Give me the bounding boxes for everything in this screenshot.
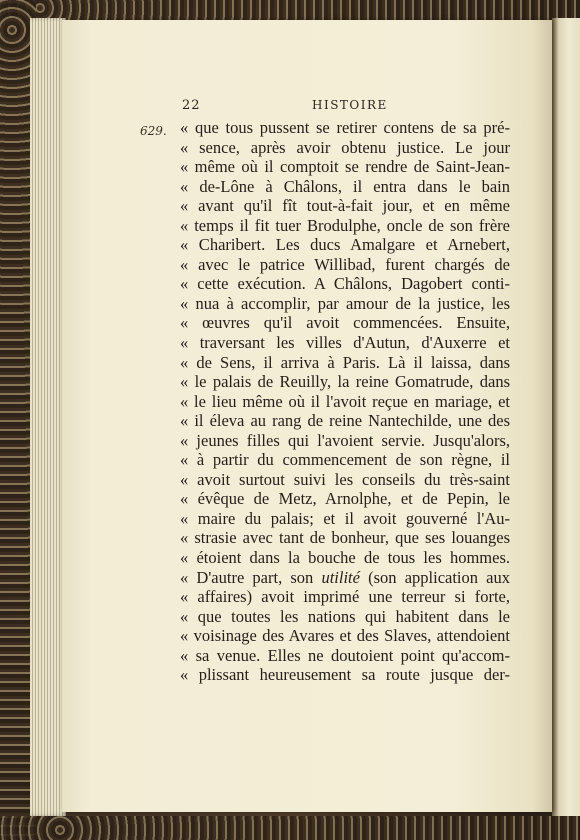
text-line: « plissant heureusement sa route jusque der- [180,665,510,685]
text-line: « voisinage des Avares et des Slaves, attendoient [180,626,510,646]
page-edges [30,18,66,816]
text-line: « sa venue. Elles ne doutoient point qu'accom- [180,645,510,665]
facing-page-edge [552,18,580,816]
text-line: « jeunes filles qui l'avoient servie. Jusqu'alors, [180,430,510,450]
text-line: « le lieu même où il l'avoit reçue en mariage, et [180,391,510,411]
text-line: « il éleva au rang de reine Nantechilde, une des [180,411,510,431]
text-line: « strasie avec tant de bonheur, que ses louanges [180,528,510,548]
margin-date-note: 629. [140,124,167,138]
text-line: « œuvres qu'il avoit commencées. Ensuite, [180,313,510,333]
text-line: « cette exécution. A Châlons, Dagobert conti- [180,274,510,294]
body-text [180,118,510,685]
text-line: « que toutes les nations qui habitent dans le [180,606,510,626]
text-line: « traversant les villes d'Autun, d'Auxerre et [180,333,510,353]
text-line: « que tous pussent se retirer contens de sa pré- [180,118,510,137]
text-line: « D'autre part, son utilité (son application aux [180,567,510,587]
text-line: « maire du palais; et il avoit gouverné l'Au- [180,508,510,528]
text-line: « affaires) avoit imprimé une terreur si forte, [180,587,510,607]
text-line: « sence, après avoir obtenu justice. Le jour [180,137,510,157]
text-line: « étoient dans la bouche de tous les hommes. [180,548,510,568]
marbled-board-bottom [0,816,580,840]
text-line: « Charibert. Les ducs Amalgare et Arnebert, [180,235,510,255]
text-line: « avant qu'il fît tout-à-fait jour, et en même [180,196,510,216]
text-line: « évêque de Metz, Arnolphe, et de Pepin, le [180,489,510,509]
text-line: « à partir du commencement de son règne, il [180,450,510,470]
running-head: HISTOIRE [312,98,388,112]
text-line: « le palais de Reuilly, la reine Gomatrude, dans [180,372,510,392]
page-number: 22 [182,98,201,113]
text-line: « même où il comptoit se rendre de Saint-Jean- [180,157,510,177]
text-line: « de-Lône à Châlons, il entra dans le bain [180,176,510,196]
text-line: « de Sens, il arriva à Paris. Là il laissa, dans [180,352,510,372]
text-line: « avoit surtout suivi les conseils du très-saint [180,469,510,489]
text-line: « nua à accomplir, par amour de la justice, les [180,293,510,313]
text-line: « avec le patrice Willibad, furent chargés de [180,254,510,274]
marbled-board-top [0,0,580,20]
text-line: « temps il fit tuer Brodulphe, oncle de son frère [180,215,510,235]
